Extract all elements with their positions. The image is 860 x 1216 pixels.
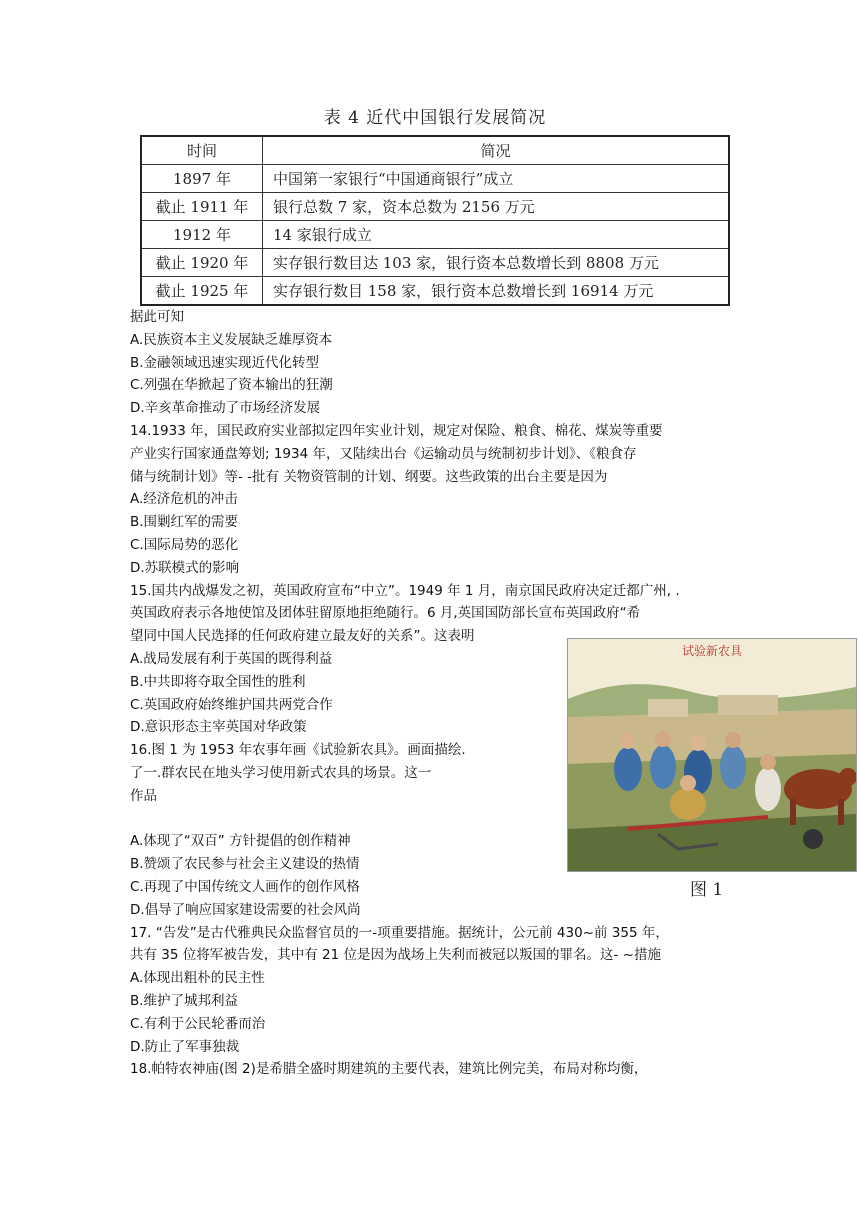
question-line: 16.图 1 为 1953 年农事年画《试验新农具》。画面描绘. [130, 742, 466, 759]
option-line: D.辛亥革命推动了市场经济发展 [130, 400, 321, 417]
table-cell: 实存银行数目 158 家，银行资本总数增长到 16914 万元 [263, 277, 730, 306]
option-line: B.赞颂了农民参与社会主义建设的热情 [130, 856, 360, 873]
question-line: 产业实行国家通盘筹划; 1934 年，又陆续出台《运输动员与统制初步计划》、《粮食存 [130, 445, 637, 462]
question-line: 15.国共内战爆发之初，英国政府宣布“中立”。1949 年 1 月，南京国民政府决定迁都广州, . [130, 582, 680, 599]
option-line: A.民族资本主义发展缺乏雄厚资本 [130, 331, 333, 348]
option-line: B.金融领域迅速实现近代化转型 [130, 354, 320, 371]
question-line: 英国政府表示各地使馆及团体驻留原地拒绝随行。6 月,英国国防部长宣布英国政府“希 [130, 605, 641, 622]
question-line: 作品 [130, 787, 157, 804]
option-line: C.再现了中国传统文人画作的创作风格 [130, 878, 360, 895]
table-cell: 中国第一家银行“中国通商银行”成立 [263, 165, 730, 193]
farm-painting-image [567, 638, 857, 872]
table-cell: 截止 1920 年 [141, 249, 263, 277]
question-line: 了一.群农民在地头学习使用新式农具的场景。这一 [130, 764, 432, 781]
table-caption: 表 4 近代中国银行发展简况 [323, 108, 547, 128]
question-line: 17. “告发”是古代雅典民众监督官员的一-项重要措施。据统计，公元前 430~前 355 年， [130, 924, 669, 941]
option-line: B.围剿红军的需要 [130, 514, 239, 531]
table-cell: 截止 1911 年 [141, 193, 263, 221]
option-line: D.意识形态主宰英国对华政策 [130, 719, 307, 736]
table-row [141, 165, 729, 193]
figure-caption: 图 1 [690, 880, 724, 900]
table-row [141, 277, 729, 306]
option-line: C.列强在华掀起了资本输出的狂潮 [130, 377, 333, 394]
option-line: A.战局发展有利于英国的既得利益 [130, 650, 333, 667]
option-line: D.防止了军事独裁 [130, 1038, 240, 1055]
table-row [141, 193, 729, 221]
table-row [141, 249, 729, 277]
question-line: 18.帕特农神庙(图 2)是希腊全盛时期建筑的主要代表，建筑比例完美，布局对称均衡， [130, 1061, 648, 1078]
painting-title: 试验新农具 [681, 644, 743, 658]
question-line: 储与统制计划》等- -批有 关物资管制的计划、纲要。这些政策的出台主要是因为 [130, 468, 608, 485]
table-header-cell: 时间 [141, 136, 263, 165]
bank-development-table [140, 135, 730, 306]
option-line: C.英国政府始终维护国共两党合作 [130, 696, 333, 713]
table-header-cell: 简况 [263, 136, 730, 165]
option-line: A.经济危机的冲击 [130, 491, 238, 508]
option-line: D.苏联模式的影响 [130, 559, 240, 576]
option-line: A.体现了“双百” 方针提倡的创作精神 [130, 833, 351, 850]
bank-table-block [140, 103, 730, 306]
table-cell: 1912 年 [141, 221, 263, 249]
table-cell: 14 家银行成立 [263, 221, 730, 249]
table-row [141, 221, 729, 249]
table-cell: 银行总数 7 家，资本总数为 2156 万元 [263, 193, 730, 221]
table-cell: 实存银行数目达 103 家，银行资本总数增长到 8808 万元 [263, 249, 730, 277]
option-line: A.体现出粗朴的民主性 [130, 970, 265, 987]
option-line: C.有利于公民轮番而治 [130, 1015, 266, 1032]
table-cell: 1897 年 [141, 165, 263, 193]
question-line: 共有 35 位将军被告发，其中有 21 位是因为战场上失利而被冠以叛国的罪名。这- ~措施 [130, 947, 661, 964]
table-header-row [141, 136, 729, 165]
question-line: 14.1933 年，国民政府实业部拟定四年实业计划，规定对保险、粮食、棉花、煤炭等重要 [130, 422, 663, 439]
question-line: 望同中国人民选择的任何政府建立最友好的关系”。这表明 [130, 628, 475, 645]
table-cell: 截止 1925 年 [141, 277, 263, 306]
option-line: B.中共即将夺取全国性的胜利 [130, 673, 306, 690]
text-line: 据此可知 [130, 309, 184, 325]
option-line: B.维护了城邦利益 [130, 992, 239, 1009]
option-line: C.国际局势的恶化 [130, 536, 239, 553]
painting-illustration [568, 639, 856, 871]
option-line: D.倡导了响应国家建设需要的社会风尚 [130, 901, 361, 918]
